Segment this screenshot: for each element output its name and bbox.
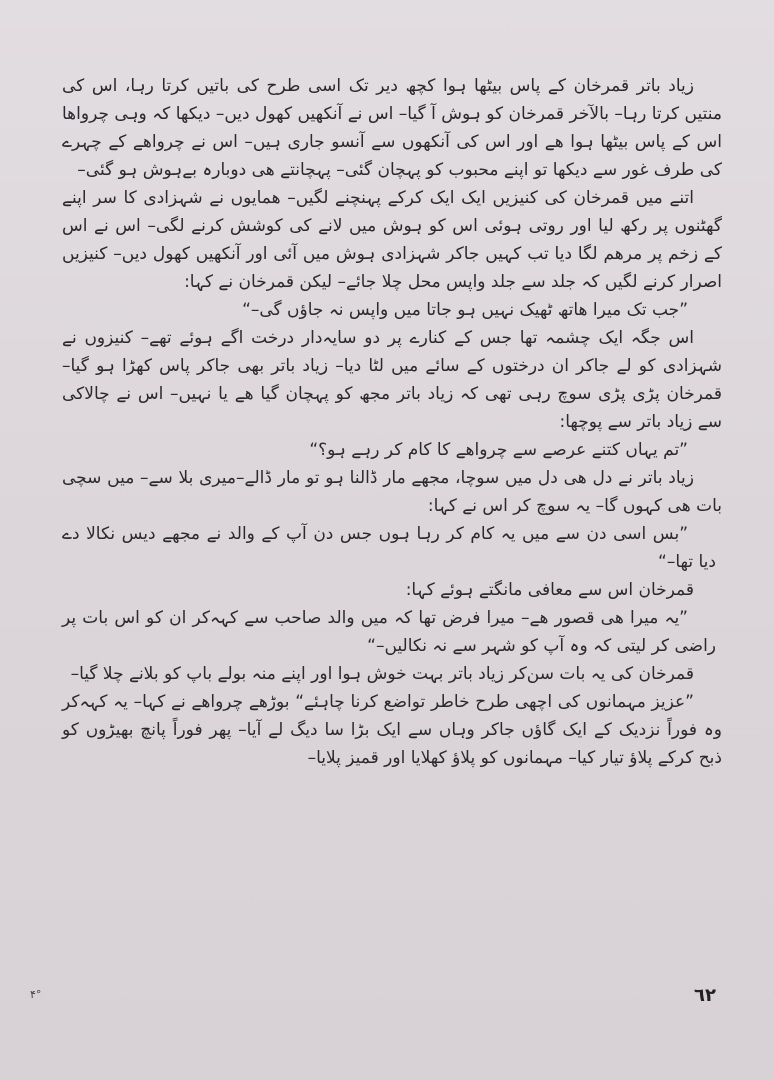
quote-1: ”جب تک میرا ھاتھ ٹھیک نہیں ہو جاتا میں واپس نہ جاؤں گی–“ xyxy=(242,300,688,320)
quote-3: ”بس اسی دن سے میں یہ کام کر رہا ہوں جس دن آپ کے والد نے مجھے دیس نکالا دے دیا تھا–“ xyxy=(62,524,716,572)
paragraph-4: زیاد باتر نے دل ھی دل میں سوچا، مجھے مار ڈالنا ہو تو مار ڈالے–میری بلا سے– میں سچی بات ھی کہوں گا– یہ سوچ کر اس نے کہا: xyxy=(62,468,722,516)
paragraph-1: زیاد باتر قمرخان کے پاس بیٹھا ہوا کچھ دیر تک اسی طرح کی باتیں کرتا رہا، اس کی منتیں کرتا رہا– بالآخر قمرخان کو ہوش آ گیا– اس نے آنکھیں کھول دیں– دیکھا کہ وہی چرواھا اس کے پاس بیٹھا ہوا ھے اور اس کی آنکھوں سے آنسو جاری ہیں– اس نے چرواھے کے چہرے کی طرف غور سے دیکھا تو اپنے محبوب کو پہچان گئی– پہچانتے ھی دوبارہ بےہوش ہو گئی– xyxy=(62,76,722,180)
paragraph-5: قمرخان اس سے معافی مانگتے ہوئے کہا: xyxy=(405,580,694,600)
quote-2: ”تم یہاں کتنے عرصے سے چرواھے کا کام کر رہے ہو؟“ xyxy=(309,440,688,460)
body-text xyxy=(62,72,722,772)
paragraph-7: ”عزیز مہمانوں کی اچھی طرح خاطر تواضع کرنا چاہئے“ بوڑھے چرواھے نے کہا– یہ کہہ‌کر وہ فوراً نزدیک کے ایک گاؤں جاکر وہاں سے ایک بڑا سا دیگ لے آیا– پھر فوراً پانچ بھیڑوں کو ذبح کرکے پلاؤ تیار کیا– مہمانوں کو پلاؤ کھلایا اور قمیز پلایا– xyxy=(62,692,722,768)
paragraph-6: قمرخان کی یہ بات سن‌کر زیاد باتر بہت خوش ہوا اور اپنے منہ بولے باپ کو بلانے چلا گیا– xyxy=(70,664,694,684)
quote-4: ”یہ میرا ھی قصور ھے– میرا فرض تھا کہ میں والد صاحب سے کہہ‌کر ان کو اس بات پر راضی کر لیتی کہ وہ آپ کو شہر سے نہ نکالیں–“ xyxy=(62,608,716,656)
paragraph-3: اس جگہ ایک چشمہ تھا جس کے کنارے پر دو سایہ‌دار درخت اگے ہوئے تھے– کنیزوں نے شہزادی کو لے جاکر ان درختوں کے سائے میں لٹا دیا– زیاد باتر بھی جاکر پاس کھڑا ہو گیا– قمرخان پڑی پڑی سوچ رہی تھی کہ زیاد باتر مجھ کو پہچان گیا ھے یا نہیں– اس نے چالاکی سے زیاد باتر سے پوچھا: xyxy=(62,328,722,432)
paragraph-2: اتنے میں قمرخان کی کنیزیں ایک ایک کرکے پہنچنے لگیں– ھمایوں نے شہزادی کا سر اپنے گھٹنوں پر رکھ لیا اور روتی ہوئی اس کو ہوش میں لانے کی کوشش کرنے لگی– اس نے اس کے زخم پر مرھم لگا دیا تب کہیں جاکر شہزادی ہوش میں آئی اور آنکھیں کھول دیں– کنیزیں اصرار کرنے لگیں کہ جلد سے جلد واپس محل چلا جائے– لیکن قمرخان نے کہا: xyxy=(62,188,722,292)
print-mark: ۴° xyxy=(30,988,42,1001)
page-number: ٦٢ xyxy=(694,985,716,1006)
